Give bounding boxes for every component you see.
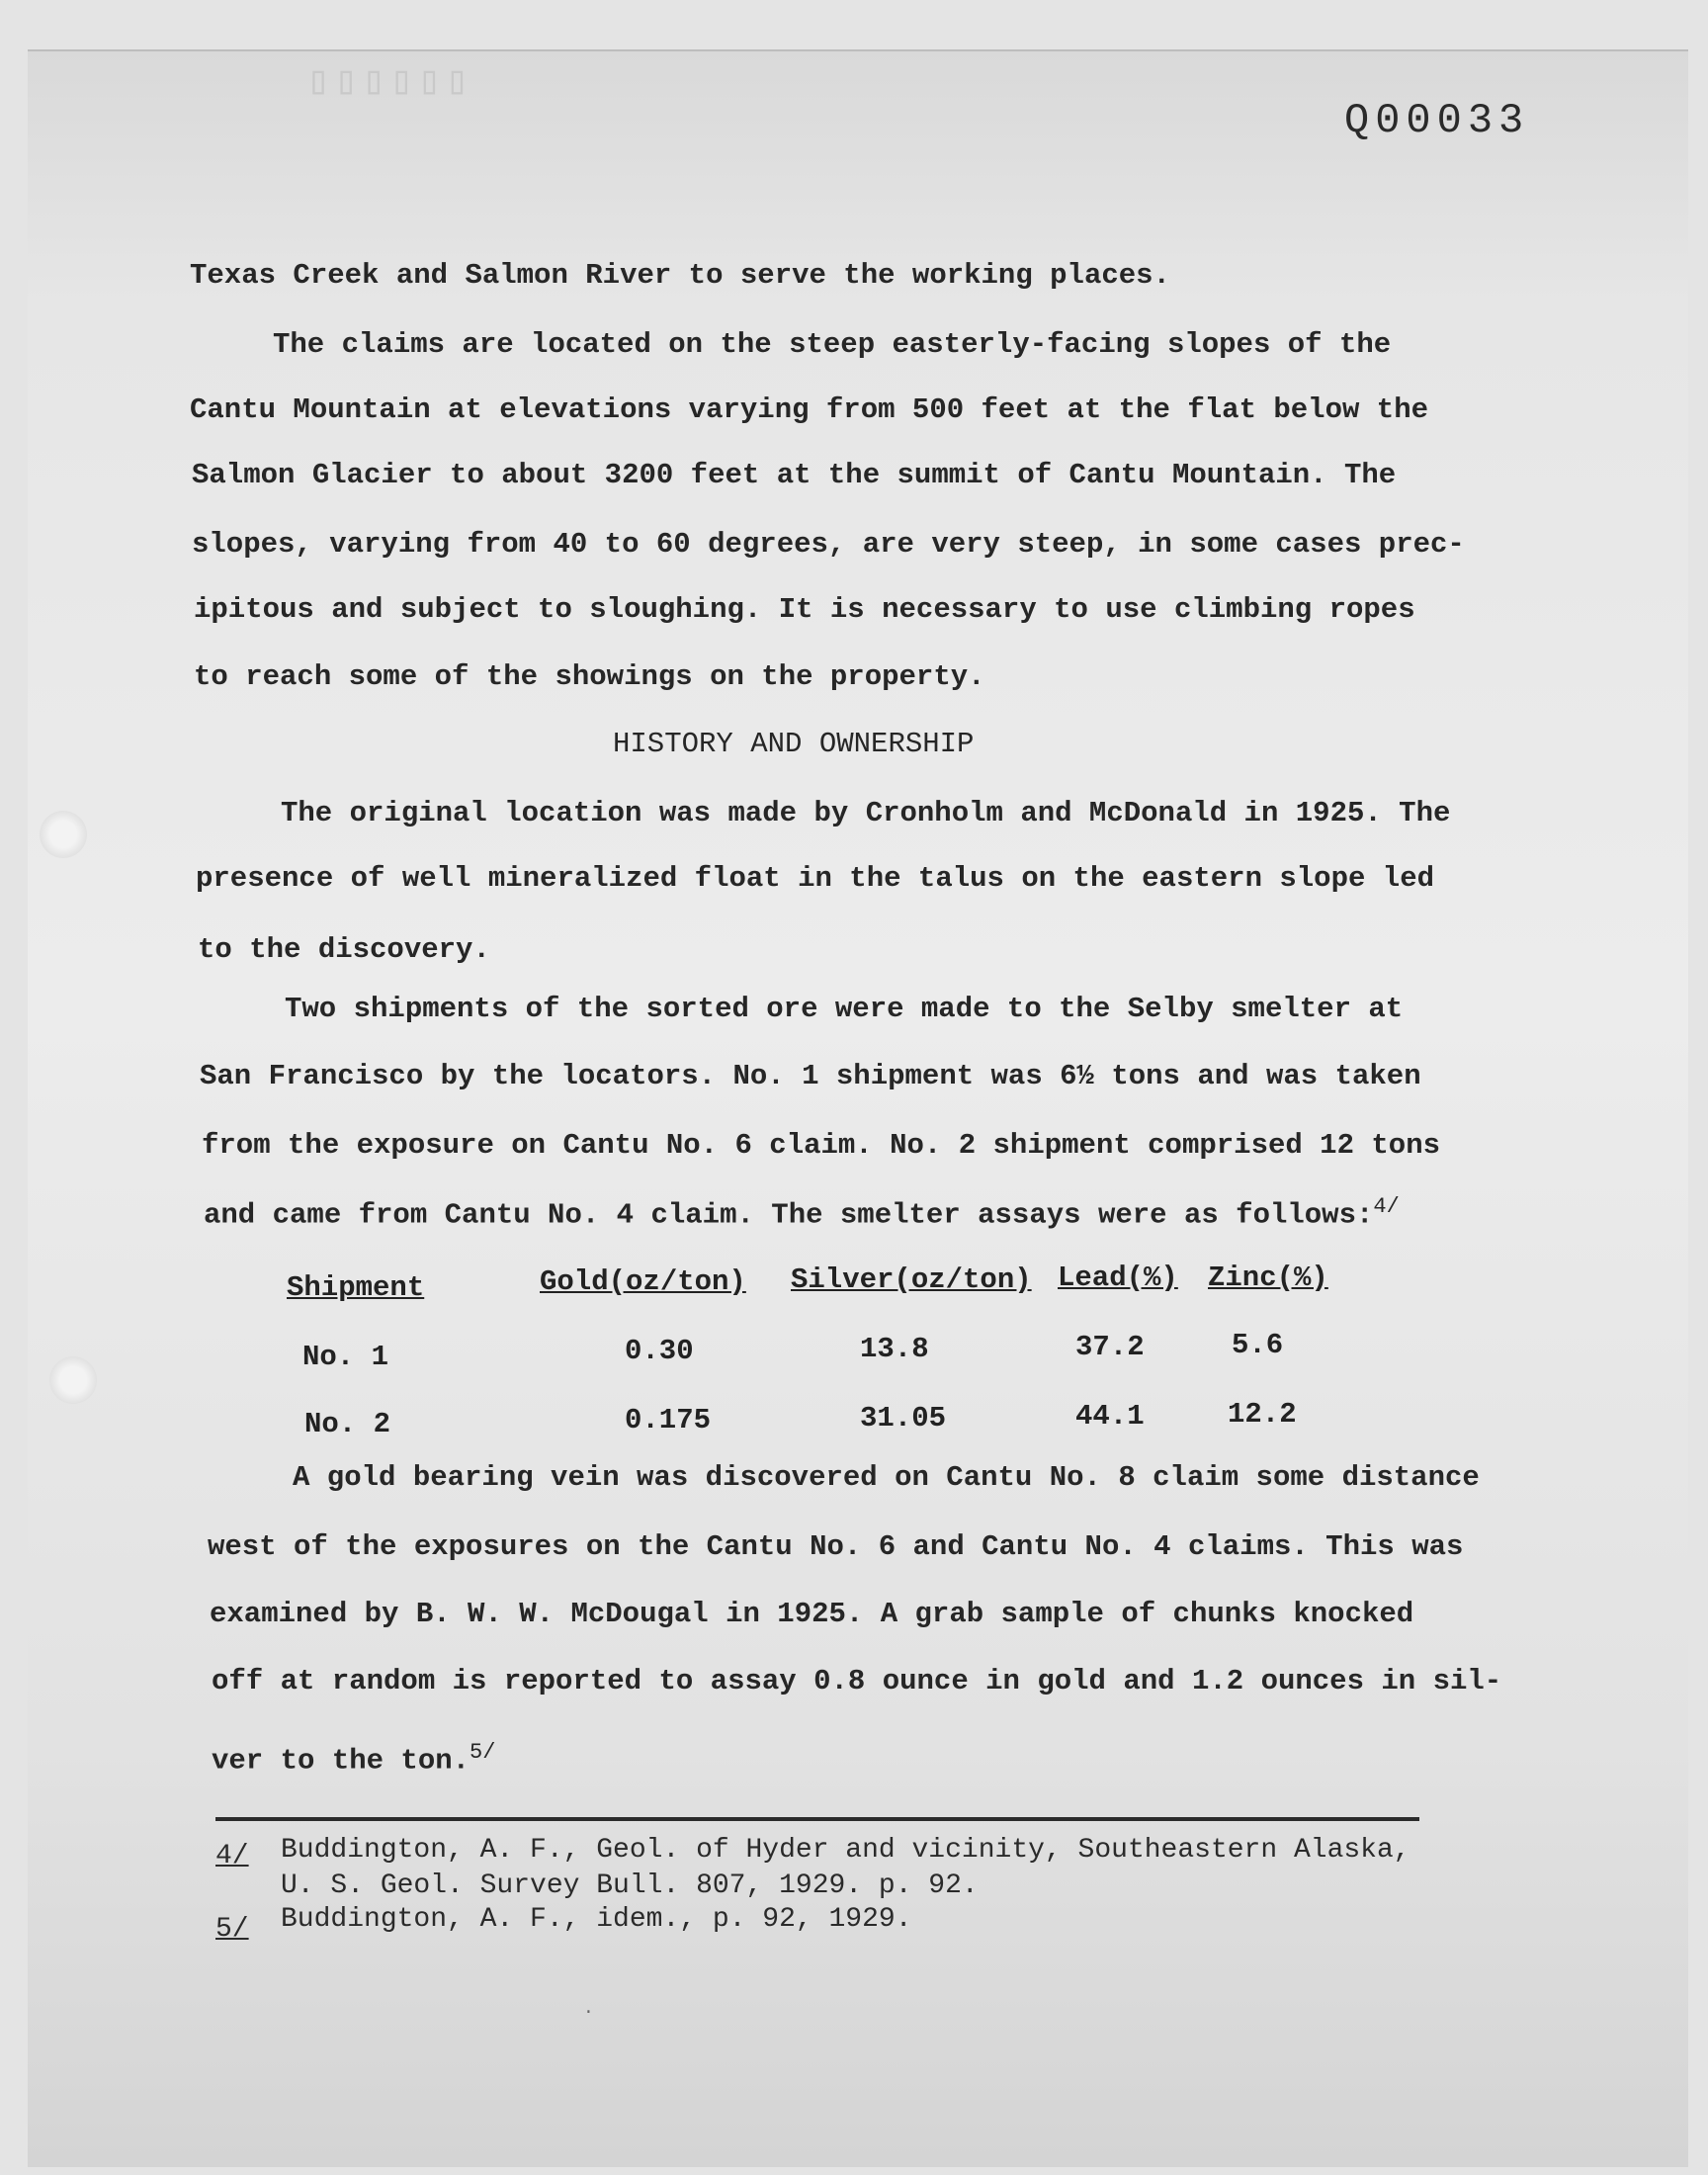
footnote-text: Buddington, A. F., Geol. of Hyder and vicinity, Southeastern Alaska, [281,1835,1410,1866]
text-line-content: and came from Cantu No. 4 claim. The smelter assays were as follows: [204,1198,1374,1232]
table-header-shipment: Shipment [287,1271,425,1304]
table-cell: 37.2 [1075,1331,1145,1363]
text-line: San Francisco by the locators. No. 1 shipment was 6½ tons and was taken [200,1060,1421,1092]
table-cell: 0.30 [625,1335,694,1367]
table-cell: 31.05 [860,1402,947,1435]
document-number: Q00033 [1344,97,1530,144]
text-line: ipitous and subject to sloughing. It is necessary to use climbing ropes [194,593,1415,626]
footnote-mark-5: 5/ [215,1914,249,1945]
punch-hole-bottom [49,1356,97,1404]
text-line: to reach some of the showings on the property. [194,660,985,693]
footnote-text: Buddington, A. F., idem., p. 92, 1929. [281,1904,912,1935]
text-line: from the exposure on Cantu No. 6 claim. No. 2 shipment comprised 12 tons [202,1129,1441,1162]
speck: · [583,2003,594,2023]
text-line: Two shipments of the sorted ore were made to the Selby smelter at [285,993,1404,1025]
text-line: The claims are located on the steep easterly-facing slopes of the [273,328,1392,361]
table-cell: No. 2 [304,1408,391,1440]
text-line: to the discovery. [198,933,490,966]
text-line [212,1740,495,1778]
footnote-ref-5: 5/ [470,1740,496,1765]
footnote-text: U. S. Geol. Survey Bull. 807, 1929. p. 92. [281,1870,979,1901]
table-cell: 44.1 [1075,1400,1145,1433]
text-line [204,1194,1400,1232]
text-line: examined by B. W. W. McDougal in 1925. A grab sample of chunks knocked [210,1598,1414,1630]
table-cell: No. 1 [302,1341,389,1373]
footnote-rule [215,1817,1419,1821]
table-header-gold: Gold(oz/ton) [540,1265,746,1298]
text-line: A gold bearing vein was discovered on Cantu No. 8 claim some distance [293,1461,1480,1494]
table-cell: 13.8 [860,1333,929,1365]
text-line: off at random is reported to assay 0.8 ounce in gold and 1.2 ounces in sil- [212,1665,1502,1697]
text-line: west of the exposures on the Cantu No. 6 and Cantu No. 4 claims. This was [208,1530,1464,1563]
table-header-lead: Lead(%) [1058,1262,1178,1294]
punch-hole-top [40,811,87,858]
footnote-ref-4: 4/ [1373,1194,1400,1219]
text-line-content: ver to the ton. [212,1744,470,1778]
footnote-mark-4: 4/ [215,1841,249,1871]
table-cell: 5.6 [1232,1329,1284,1361]
section-heading: HISTORY AND OWNERSHIP [613,728,975,760]
text-line: Texas Creek and Salmon River to serve the working places. [190,259,1170,292]
bleed-through-number: ▯▯▯▯▯▯ [306,61,473,106]
table-header-silver: Silver(oz/ton) [791,1263,1032,1296]
text-line: slopes, varying from 40 to 60 degrees, are very steep, in some cases prec- [192,528,1465,561]
text-line: Salmon Glacier to about 3200 feet at the summit of Cantu Mountain. The [192,459,1397,491]
text-line: The original location was made by Cronholm and McDonald in 1925. The [281,797,1451,829]
table-cell: 0.175 [625,1404,712,1436]
table-cell: 12.2 [1228,1398,1297,1431]
text-line: Cantu Mountain at elevations varying from 500 feet at the flat below the [190,393,1429,426]
text-line: presence of well mineralized float in the talus on the eastern slope led [196,862,1435,895]
table-header-zinc: Zinc(%) [1208,1262,1328,1294]
